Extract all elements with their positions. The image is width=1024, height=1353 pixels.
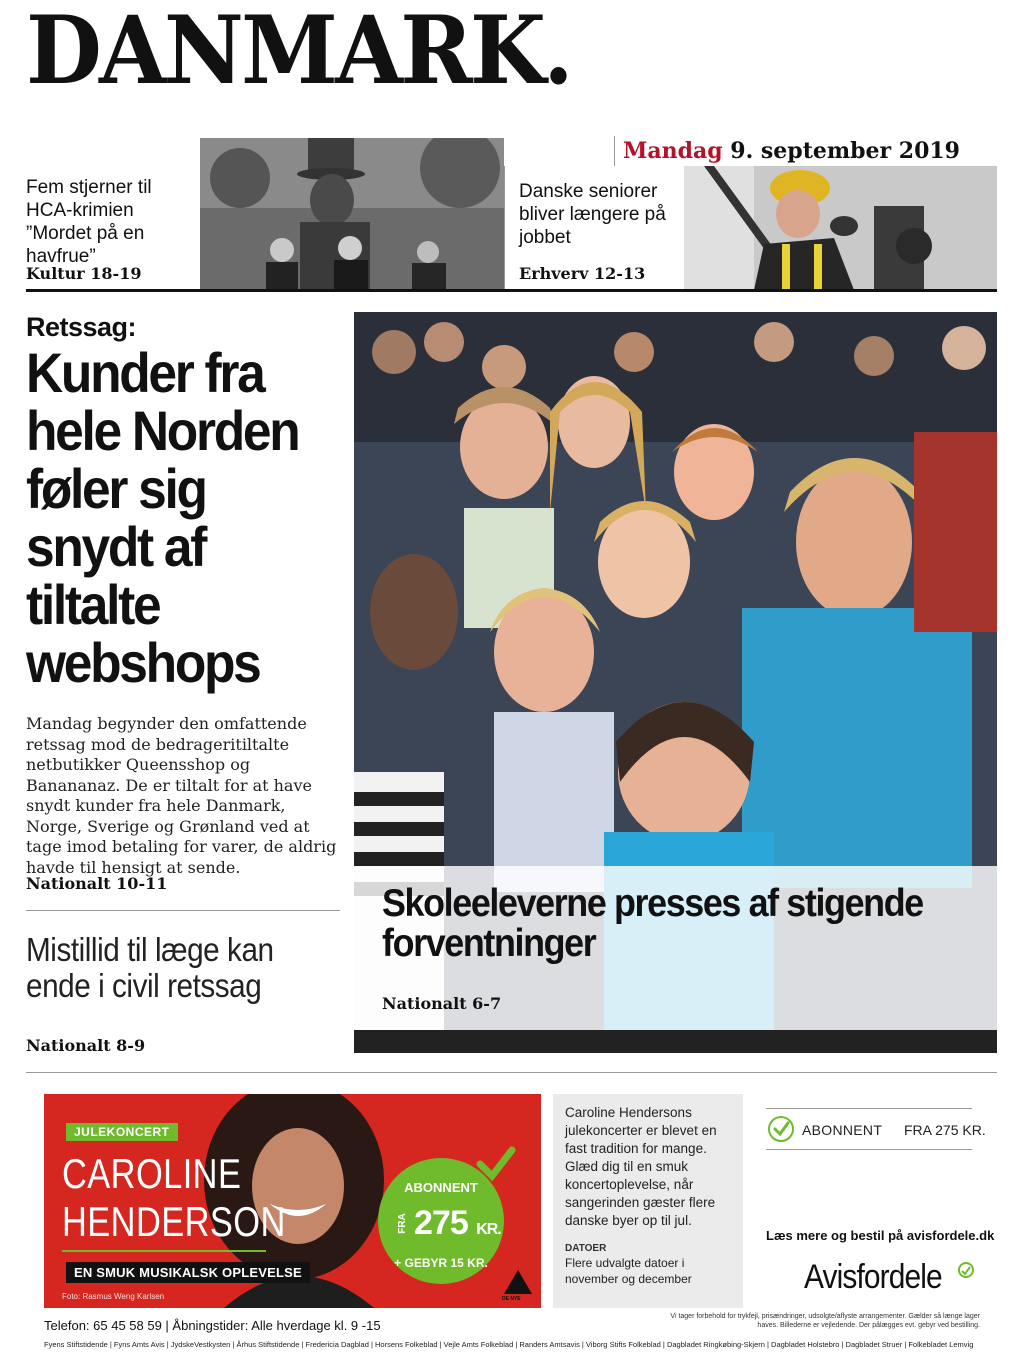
photo-story-headline[interactable]: Skoleeleverne presses af stigende forventninger	[382, 882, 923, 965]
avisfordele-logo: Avisfordele	[804, 1258, 942, 1296]
side-headline[interactable]: Mistillid til læge kan ende i civil retssag	[26, 931, 274, 1004]
teaser-1-ref: Kultur 18-19	[26, 264, 142, 283]
ad-circle-price-wrap	[414, 1204, 501, 1243]
dateline-date: 9. september 2019	[730, 138, 960, 164]
ad-circle-fee: + GEBYR 15 KR.	[394, 1256, 488, 1270]
ad-circle-kr: KR.	[476, 1221, 501, 1238]
bottom-rule	[26, 1072, 997, 1073]
venue-logo-icon	[504, 1270, 532, 1294]
teaser-2-ref: Erhverv 12-13	[519, 264, 646, 283]
dateline-day: Mandag	[623, 138, 723, 164]
ad-subtitle: EN SMUK MUSIKALSK OPLEVELSE	[66, 1262, 310, 1283]
subscription-price: FRA 275 KR.	[904, 1122, 986, 1138]
footer-phone: Telefon: 65 45 58 59 | Åbningstider: Alle hverdage kl. 9 -15	[44, 1318, 381, 1333]
ad-circle-fra: FRA	[396, 1213, 408, 1234]
ad-circle-label: ABONNENT	[404, 1180, 478, 1195]
ad-tag: JULEKONCERT	[66, 1123, 178, 1141]
side-ref: Nationalt 8-9	[26, 1036, 146, 1055]
main-kicker: Retssag:	[26, 312, 137, 342]
top-rule	[26, 289, 997, 292]
ad-info-box	[553, 1094, 743, 1308]
ad-accent-line	[62, 1250, 266, 1252]
main-ref: Nationalt 10-11	[26, 874, 168, 893]
footer-papers: Fyens Stiftstidende | Fyns Amts Avis | JydskeVestkysten | Århus Stiftstidende | Fredericia Dagblad | Horsens Folkeblad | Vejle Amts Folkeblad | Randers Amtsavis | Viborg Stifts Folkeblad | Dagbladet Ringkøbing-Skjern | Dagbladet Holstebro | Dagbladet Struer | Folkebladet Lemvig	[44, 1340, 974, 1349]
logo-check-icon	[958, 1262, 974, 1278]
statue-photo[interactable]	[200, 138, 504, 290]
dateline	[614, 136, 998, 166]
info-dates: Flere udvalgte datoer i november og december	[565, 1256, 692, 1286]
subscription-label: ABONNENT	[802, 1122, 883, 1138]
read-more-link[interactable]: Læs mere og bestil på avisfordele.dk	[766, 1228, 995, 1243]
info-label: DATOER	[565, 1243, 607, 1254]
checkmark-icon	[476, 1146, 516, 1182]
ad-name-line1: CAROLINE	[62, 1150, 242, 1197]
ad-circle-price: 275	[414, 1204, 468, 1242]
masthead-title: DANMARK.	[26, 0, 571, 106]
teaser-1-text[interactable]: Fem stjerner til HCA-krimien ”Mordet på en havfrue”	[26, 177, 152, 267]
ad-name-line2: HENDERSON	[62, 1198, 286, 1245]
ad-photo-credit: Foto: Rasmus Weng Karlsen	[62, 1292, 165, 1301]
worker-photo[interactable]	[684, 166, 997, 290]
main-divider	[26, 910, 340, 911]
main-headline[interactable]: Kunder fra hele Norden føler sig snydt af tiltalte webshops	[26, 341, 299, 694]
ad-artist-name	[62, 1150, 286, 1246]
info-text: Caroline Hendersons julekoncerter er blevet en fast tradition for mange. Glæd dig til en smuk koncertoplevelse, når sangerinden gæster flere danske byer op til jul.	[565, 1105, 717, 1228]
venue-logo-label: DE NYE	[502, 1296, 521, 1302]
teaser-2-text[interactable]: Danske seniorer bliver længere på jobbet	[519, 181, 666, 248]
main-body: Mandag begynder den omfattende retssag mod de bedrageritiltalte netbutikker Queensshop og Banananaz. De er tiltalt for at have snydt kunder fra hele Danmark, Norge, Sverige og Grønland ved at tage imod betaling for varer, de aldrig havde til hensigt at sende.	[26, 714, 337, 877]
photo-caption-bar	[354, 1030, 997, 1053]
teaser-divider	[504, 166, 505, 290]
check-circle-icon	[768, 1116, 794, 1142]
photo-story-ref: Nationalt 6-7	[382, 994, 502, 1013]
footer-disclaimer: Vi tager forbehold for trykfejl, prisændringer, udsolgte/aflyste arrangementer. Gælder så længe lager haves. Billederne er vejledende. Der pålægges evt. gebyr ved bestilling.	[670, 1313, 980, 1329]
